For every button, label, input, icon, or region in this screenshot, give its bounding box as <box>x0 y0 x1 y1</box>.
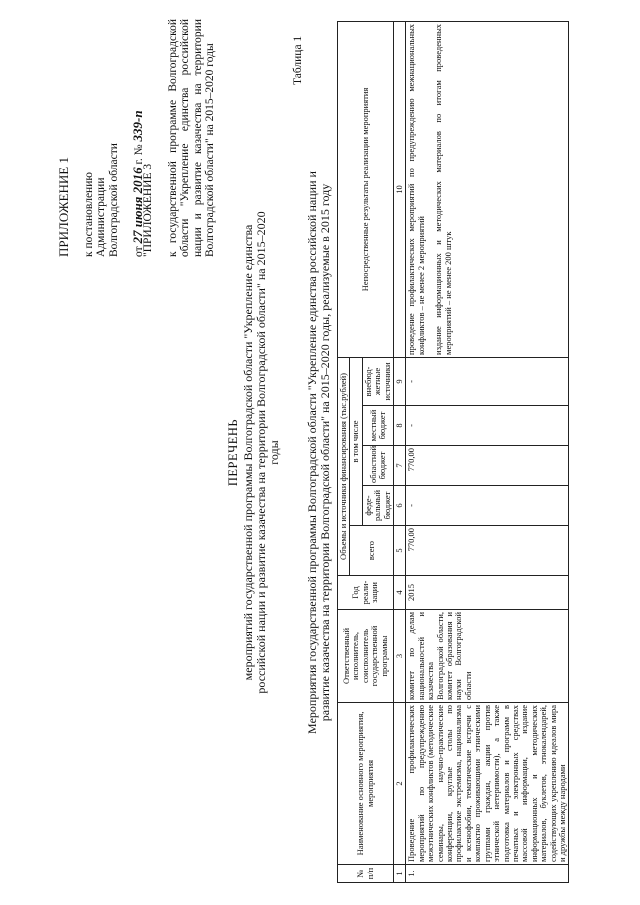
appendix3-label: "ПРИЛОЖЕНИЕ 3 <box>142 163 154 257</box>
row-local: - <box>406 406 569 446</box>
table-caption: Мероприятия государственной программы Волгоградской области "Укрепление единства российской нации и развитие казачества на территории Волгоградской области" на 2015–2020 годы, реализуемые в 2015 году <box>305 171 332 734</box>
row-executor: комитет по делам национальностей и казачества Волгоградской области, комитет образования и науки Волгоградской области <box>406 610 569 703</box>
col-number: 9 <box>394 357 406 405</box>
row-extra: - <box>406 357 569 405</box>
header-regional: областной бюджет <box>362 446 393 486</box>
appendix-header <box>58 110 146 257</box>
row-regional: 770,00 <box>406 446 569 486</box>
table-row <box>406 21 569 882</box>
decree-line-3: Волгоградской области <box>107 143 120 257</box>
page-title: ПЕРЕЧЕНЬ <box>226 418 240 487</box>
table-header-row <box>338 21 350 882</box>
page-subtitle: мероприятий государственной программы Волгоградской области "Укрепление единства российской нации и развитие казачества на территории Волгоградской области" на 2015–2020 годы <box>241 211 281 694</box>
row-total: 770,00 <box>406 526 569 576</box>
col-number: 3 <box>394 610 406 703</box>
header-total: всего <box>350 526 394 576</box>
col-number: 1 <box>394 865 406 883</box>
date-prefix: от <box>133 246 145 257</box>
header-extra: внебюд-жетные источники <box>362 357 393 405</box>
date-value: 27 июня 2016 <box>130 167 145 244</box>
row-result <box>406 21 569 357</box>
table-label: Таблица 1 <box>292 35 304 85</box>
header-name: Наименование основного мероприятия, мероприятия <box>338 703 394 865</box>
appendix-label: ПРИЛОЖЕНИЕ 1 <box>56 157 71 257</box>
header-funding: Объемы и источники финансирования (тыс.рублей) <box>338 357 350 575</box>
header-federal: феде-ральный бюджет <box>362 486 393 526</box>
decree-number: 339-п <box>130 110 145 142</box>
row-result-1: проведение профилактических мероприятий по предупреждению межнациональных конфликтов – не менее 2 мероприятий <box>406 23 426 355</box>
col-number: 4 <box>394 576 406 610</box>
col-number: 6 <box>394 486 406 526</box>
col-number: 2 <box>394 703 406 865</box>
decree-line-2: Администрации <box>95 177 107 257</box>
appendix3-text: к государственной программе Волгоградской области "Укрепление единства российской нации и развитие казачества на территории Волгоградской области" на 2015–2020 годы <box>166 19 216 257</box>
decree-line-1: к постановлению <box>82 172 95 257</box>
header-num: № п/п <box>338 865 394 883</box>
col-number: 8 <box>394 406 406 446</box>
col-number: 10 <box>394 21 406 357</box>
date-suffix: г. № <box>133 144 145 165</box>
row-federal: - <box>406 486 569 526</box>
column-number-row <box>394 21 406 882</box>
header-year: Год реали-зации <box>338 576 394 610</box>
header-result: Непосредственные результаты реализации мероприятия <box>338 21 394 357</box>
row-result-2: издание информационных и методических материалов по итогам проведенных мероприятий – не менее 200 штук <box>433 23 453 355</box>
col-number: 5 <box>394 526 406 576</box>
program-table <box>337 21 569 883</box>
row-num: 1. <box>406 865 569 883</box>
header-in-that: в том числе <box>350 357 362 525</box>
row-year: 2015 <box>406 576 569 610</box>
col-number: 7 <box>394 446 406 486</box>
header-executor: Ответственный исполнитель, соисполнитель государственной программы <box>338 610 394 703</box>
appendix3-block <box>142 19 217 257</box>
header-local: местный бюджет <box>362 406 393 446</box>
row-name: Проведение профилактических мероприятий по предупреждению межэтнических конфликтов (методические семинары, научно-практические конференции, круглые столы по профилактике экстремизма, национализма и ксенофобии, тематические встречи с компактно проживающими этническими группами граждан, акции против этнической нетерпимости), а также подготовка материалов и программ в печатных и электронных средствах массовой информации, издание информационных и методических материалов, буклетов, этнокалендарей, содействующих укреплению идеалов мира и дружбы между народами <box>406 703 569 865</box>
